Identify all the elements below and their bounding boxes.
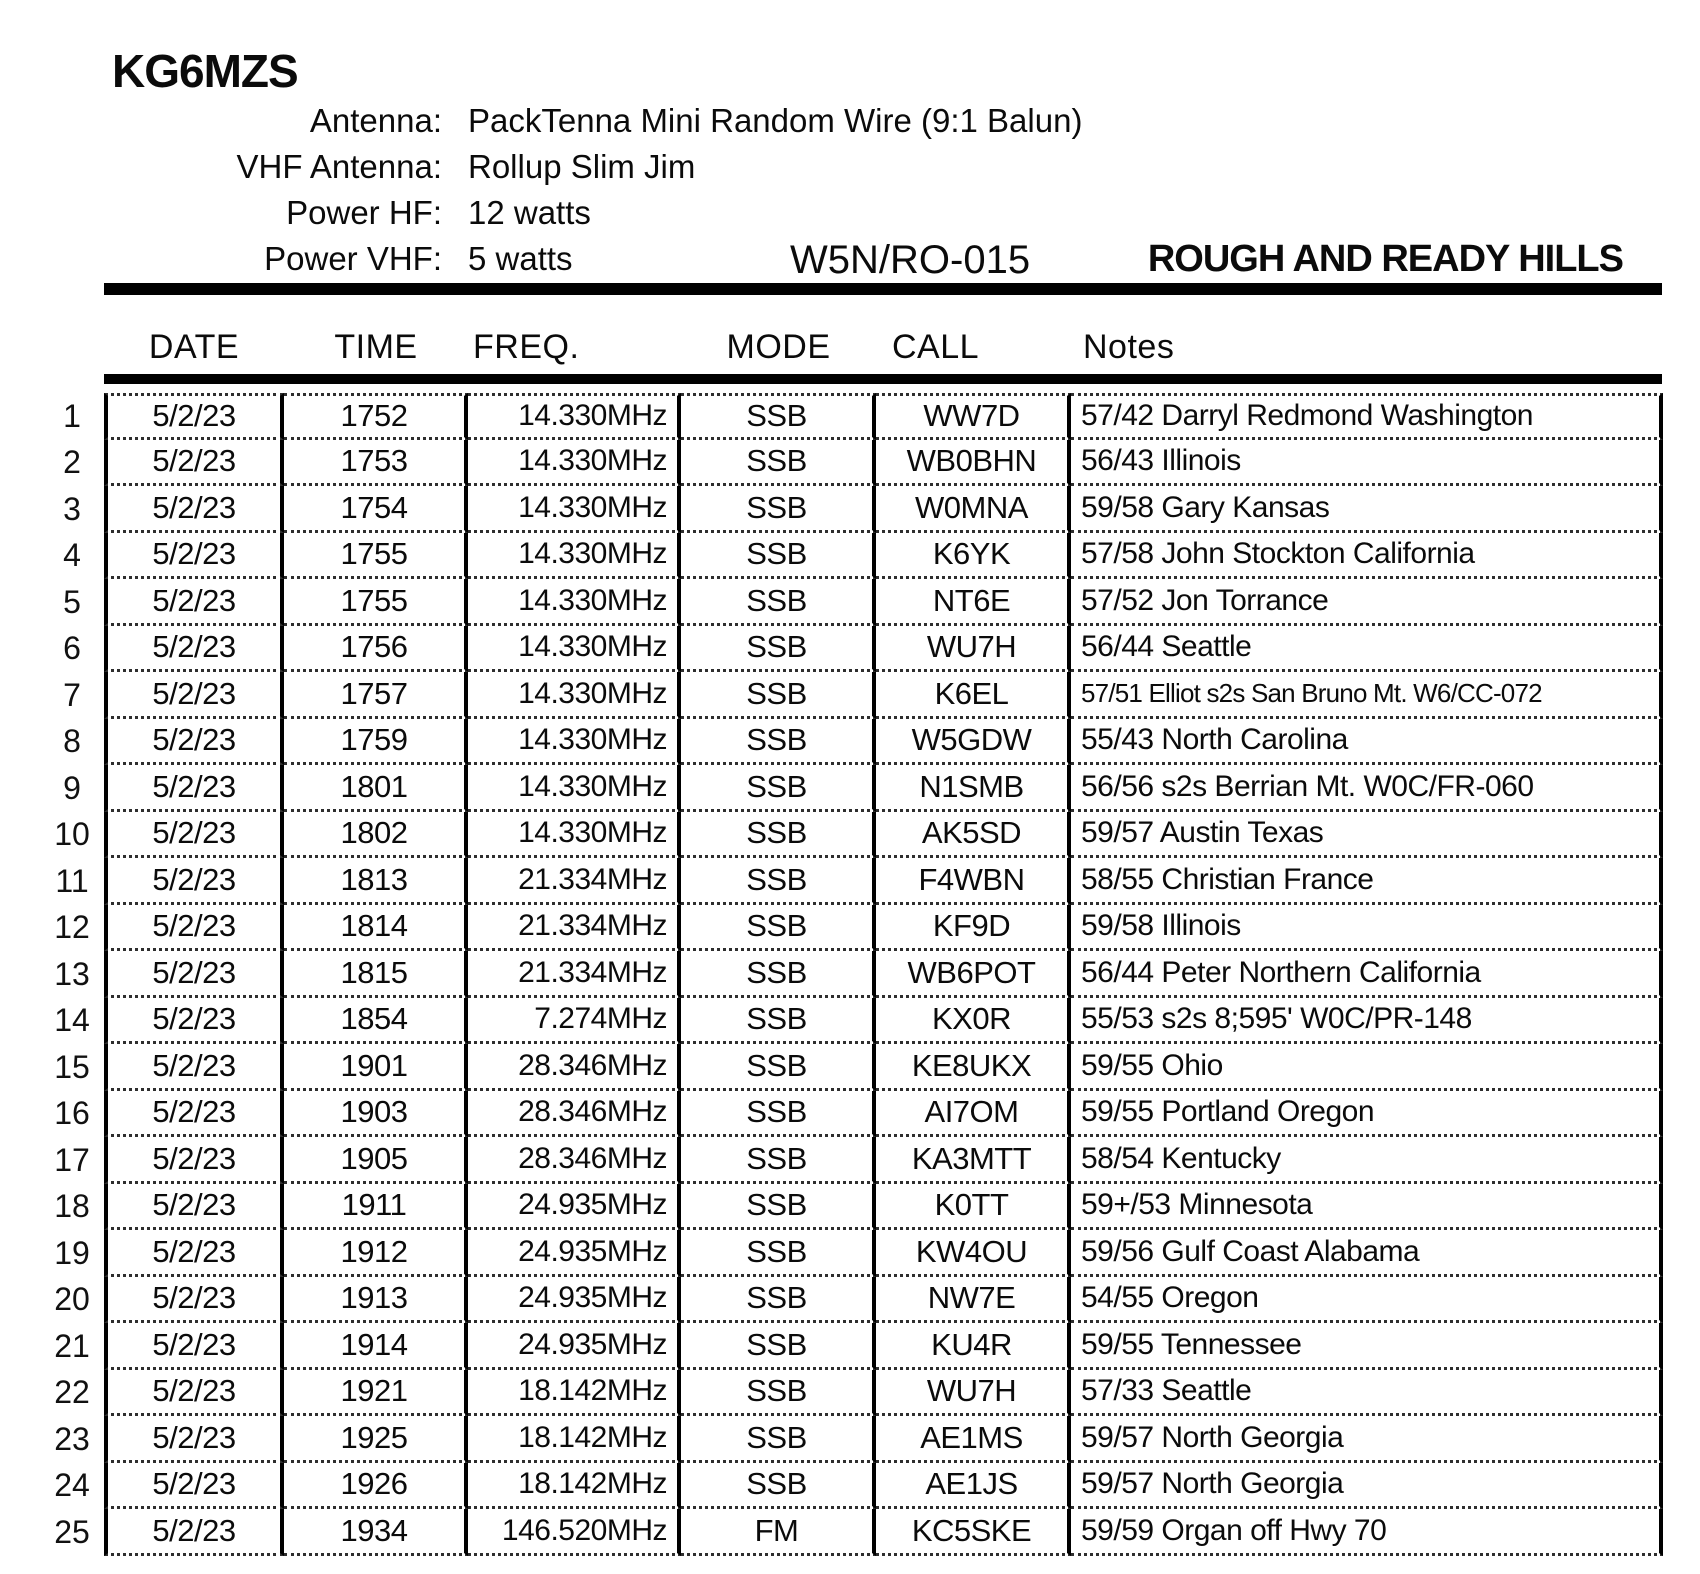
notes-cell: 59/56 Gulf Coast Alabama bbox=[1071, 1230, 1663, 1277]
column-header-date: DATE bbox=[148, 328, 240, 366]
mode-cell: SSB bbox=[681, 719, 876, 766]
header-divider-rule bbox=[104, 283, 1662, 295]
table-row bbox=[40, 951, 1663, 998]
mode-cell: SSB bbox=[681, 998, 876, 1045]
call-cell: KA3MTT bbox=[876, 1137, 1071, 1184]
column-header-row bbox=[104, 328, 1662, 367]
time-cell: 1911 bbox=[284, 1184, 468, 1231]
notes-cell: 59/57 North Georgia bbox=[1071, 1463, 1663, 1510]
notes-cell: 57/33 Seattle bbox=[1071, 1370, 1663, 1417]
vhf-antenna-value: Rollup Slim Jim bbox=[468, 148, 696, 185]
mode-cell: SSB bbox=[681, 1323, 876, 1370]
row-number: 4 bbox=[63, 537, 81, 574]
call-cell: W0MNA bbox=[876, 486, 1071, 533]
column-header-time: TIME bbox=[334, 328, 418, 366]
freq-cell: 18.142MHz bbox=[468, 1416, 681, 1463]
notes-cell: 56/44 Peter Northern California bbox=[1071, 951, 1663, 998]
freq-cell: 14.330MHz bbox=[468, 765, 681, 812]
power-hf-label: Power HF: bbox=[286, 194, 442, 231]
vhf-antenna-label: VHF Antenna: bbox=[236, 148, 442, 185]
table-row bbox=[40, 1277, 1663, 1324]
notes-cell: 57/42 Darryl Redmond Washington bbox=[1071, 393, 1663, 440]
table-row bbox=[40, 579, 1663, 626]
table-row bbox=[40, 1323, 1663, 1370]
date-cell: 5/2/23 bbox=[104, 1044, 284, 1091]
row-number: 15 bbox=[54, 1048, 90, 1085]
row-number: 2 bbox=[63, 444, 81, 481]
table-row bbox=[40, 626, 1663, 673]
date-cell: 5/2/23 bbox=[104, 1137, 284, 1184]
date-cell: 5/2/23 bbox=[104, 1277, 284, 1324]
freq-cell: 14.330MHz bbox=[468, 440, 681, 487]
freq-cell: 146.520MHz bbox=[468, 1509, 681, 1556]
table-row bbox=[40, 719, 1663, 766]
table-row bbox=[40, 393, 1663, 440]
row-number: 24 bbox=[54, 1467, 90, 1504]
call-cell: N1SMB bbox=[876, 765, 1071, 812]
table-row bbox=[40, 486, 1663, 533]
notes-cell: 59/59 Organ off Hwy 70 bbox=[1071, 1509, 1663, 1556]
mode-cell: SSB bbox=[681, 1044, 876, 1091]
notes-cell: 56/43 Illinois bbox=[1071, 440, 1663, 487]
date-cell: 5/2/23 bbox=[104, 579, 284, 626]
mode-cell: SSB bbox=[681, 1091, 876, 1138]
freq-cell: 24.935MHz bbox=[468, 1323, 681, 1370]
callsign: KG6MZS bbox=[112, 45, 298, 97]
table-top-rule bbox=[104, 374, 1662, 384]
row-number: 9 bbox=[63, 769, 81, 806]
time-cell: 1755 bbox=[284, 533, 468, 580]
mode-cell: FM bbox=[681, 1509, 876, 1556]
freq-cell: 14.330MHz bbox=[468, 486, 681, 533]
table-row bbox=[40, 765, 1663, 812]
row-number: 23 bbox=[54, 1420, 90, 1457]
call-cell: K6YK bbox=[876, 533, 1071, 580]
mode-cell: SSB bbox=[681, 579, 876, 626]
call-cell: K6EL bbox=[876, 672, 1071, 719]
mode-cell: SSB bbox=[681, 1137, 876, 1184]
call-cell: WB0BHN bbox=[876, 440, 1071, 487]
call-cell: KC5SKE bbox=[876, 1509, 1071, 1556]
row-number: 7 bbox=[63, 676, 81, 713]
table-row bbox=[40, 1509, 1663, 1556]
power-vhf-value: 5 watts bbox=[468, 240, 573, 277]
table-row bbox=[40, 533, 1663, 580]
row-number: 12 bbox=[54, 909, 90, 946]
row-number: 18 bbox=[54, 1188, 90, 1225]
column-header-freq: FREQ. bbox=[473, 328, 580, 366]
time-cell: 1755 bbox=[284, 579, 468, 626]
date-cell: 5/2/23 bbox=[104, 998, 284, 1045]
row-number: 6 bbox=[63, 630, 81, 667]
date-cell: 5/2/23 bbox=[104, 858, 284, 905]
column-header-call: CALL bbox=[892, 328, 980, 366]
call-cell: K0TT bbox=[876, 1184, 1071, 1231]
date-cell: 5/2/23 bbox=[104, 719, 284, 766]
time-cell: 1756 bbox=[284, 626, 468, 673]
call-cell: NW7E bbox=[876, 1277, 1071, 1324]
notes-cell: 55/43 North Carolina bbox=[1071, 719, 1663, 766]
date-cell: 5/2/23 bbox=[104, 533, 284, 580]
date-cell: 5/2/23 bbox=[104, 951, 284, 998]
time-cell: 1815 bbox=[284, 951, 468, 998]
notes-cell: 58/54 Kentucky bbox=[1071, 1137, 1663, 1184]
date-cell: 5/2/23 bbox=[104, 1230, 284, 1277]
notes-cell: 55/53 s2s 8;595' W0C/PR-148 bbox=[1071, 998, 1663, 1045]
freq-cell: 14.330MHz bbox=[468, 626, 681, 673]
row-number: 17 bbox=[54, 1141, 90, 1178]
date-cell: 5/2/23 bbox=[104, 1370, 284, 1417]
summit-reference: W5N/RO-015 bbox=[790, 238, 1031, 282]
antenna-label: Antenna: bbox=[309, 102, 442, 139]
time-cell: 1925 bbox=[284, 1416, 468, 1463]
row-number: 20 bbox=[54, 1281, 90, 1318]
notes-cell: 59/58 Illinois bbox=[1071, 905, 1663, 952]
date-cell: 5/2/23 bbox=[104, 440, 284, 487]
table-row bbox=[40, 1044, 1663, 1091]
mode-cell: SSB bbox=[681, 1370, 876, 1417]
table-row bbox=[40, 1137, 1663, 1184]
time-cell: 1912 bbox=[284, 1230, 468, 1277]
row-number: 11 bbox=[55, 862, 89, 899]
time-cell: 1854 bbox=[284, 998, 468, 1045]
time-cell: 1802 bbox=[284, 812, 468, 859]
column-header-mode: MODE bbox=[726, 328, 831, 366]
time-cell: 1759 bbox=[284, 719, 468, 766]
date-cell: 5/2/23 bbox=[104, 1463, 284, 1510]
call-cell: KW4OU bbox=[876, 1230, 1071, 1277]
notes-cell: 57/52 Jon Torrance bbox=[1071, 579, 1663, 626]
notes-cell: 54/55 Oregon bbox=[1071, 1277, 1663, 1324]
call-cell: KE8UKX bbox=[876, 1044, 1071, 1091]
freq-cell: 14.330MHz bbox=[468, 812, 681, 859]
row-number: 14 bbox=[54, 1002, 90, 1039]
time-cell: 1813 bbox=[284, 858, 468, 905]
time-cell: 1753 bbox=[284, 440, 468, 487]
notes-cell: 59+/53 Minnesota bbox=[1071, 1184, 1663, 1231]
notes-cell: 58/55 Christian France bbox=[1071, 858, 1663, 905]
time-cell: 1934 bbox=[284, 1509, 468, 1556]
time-cell: 1754 bbox=[284, 486, 468, 533]
time-cell: 1757 bbox=[284, 672, 468, 719]
row-number: 1 bbox=[63, 397, 81, 434]
freq-cell: 14.330MHz bbox=[468, 579, 681, 626]
call-cell: KU4R bbox=[876, 1323, 1071, 1370]
notes-cell: 56/56 s2s Berrian Mt. W0C/FR-060 bbox=[1071, 765, 1663, 812]
mode-cell: SSB bbox=[681, 765, 876, 812]
time-cell: 1801 bbox=[284, 765, 468, 812]
table-row bbox=[40, 1463, 1663, 1510]
table-row bbox=[40, 1091, 1663, 1138]
mode-cell: SSB bbox=[681, 1416, 876, 1463]
mode-cell: SSB bbox=[681, 486, 876, 533]
log-table bbox=[40, 393, 1663, 1556]
table-row bbox=[40, 1370, 1663, 1417]
date-cell: 5/2/23 bbox=[104, 1509, 284, 1556]
summit-name: ROUGH AND READY HILLS bbox=[1147, 238, 1623, 280]
date-cell: 5/2/23 bbox=[104, 765, 284, 812]
mode-cell: SSB bbox=[681, 1184, 876, 1231]
row-number: 3 bbox=[63, 490, 81, 527]
call-cell: F4WBN bbox=[876, 858, 1071, 905]
power-vhf-label: Power VHF: bbox=[264, 240, 442, 277]
table-row bbox=[40, 1230, 1663, 1277]
row-number: 13 bbox=[54, 955, 90, 992]
date-cell: 5/2/23 bbox=[104, 1091, 284, 1138]
date-cell: 5/2/23 bbox=[104, 1184, 284, 1231]
freq-cell: 28.346MHz bbox=[468, 1137, 681, 1184]
row-number: 19 bbox=[54, 1234, 90, 1271]
mode-cell: SSB bbox=[681, 393, 876, 440]
notes-cell: 57/51 Elliot s2s San Bruno Mt. W6/CC-072 bbox=[1071, 672, 1663, 719]
time-cell: 1921 bbox=[284, 1370, 468, 1417]
freq-cell: 24.935MHz bbox=[468, 1230, 681, 1277]
date-cell: 5/2/23 bbox=[104, 672, 284, 719]
freq-cell: 24.935MHz bbox=[468, 1184, 681, 1231]
mode-cell: SSB bbox=[681, 1277, 876, 1324]
time-cell: 1905 bbox=[284, 1137, 468, 1184]
notes-cell: 59/58 Gary Kansas bbox=[1071, 486, 1663, 533]
freq-cell: 18.142MHz bbox=[468, 1463, 681, 1510]
call-cell: AI7OM bbox=[876, 1091, 1071, 1138]
row-number: 8 bbox=[63, 723, 81, 760]
time-cell: 1913 bbox=[284, 1277, 468, 1324]
mode-cell: SSB bbox=[681, 626, 876, 673]
freq-cell: 14.330MHz bbox=[468, 719, 681, 766]
freq-cell: 14.330MHz bbox=[468, 672, 681, 719]
mode-cell: SSB bbox=[681, 1463, 876, 1510]
date-cell: 5/2/23 bbox=[104, 812, 284, 859]
table-row bbox=[40, 672, 1663, 719]
freq-cell: 21.334MHz bbox=[468, 951, 681, 998]
row-number: 21 bbox=[54, 1327, 90, 1364]
freq-cell: 28.346MHz bbox=[468, 1091, 681, 1138]
power-hf-value: 12 watts bbox=[468, 194, 591, 231]
call-cell: KX0R bbox=[876, 998, 1071, 1045]
notes-cell: 59/57 Austin Texas bbox=[1071, 812, 1663, 859]
notes-cell: 59/55 Portland Oregon bbox=[1071, 1091, 1663, 1138]
call-cell: KF9D bbox=[876, 905, 1071, 952]
date-cell: 5/2/23 bbox=[104, 1416, 284, 1463]
mode-cell: SSB bbox=[681, 858, 876, 905]
row-number: 10 bbox=[54, 816, 90, 853]
notes-cell: 57/58 John Stockton California bbox=[1071, 533, 1663, 580]
call-cell: W5GDW bbox=[876, 719, 1071, 766]
freq-cell: 28.346MHz bbox=[468, 1044, 681, 1091]
column-header-notes: Notes bbox=[1083, 328, 1175, 366]
row-number: 25 bbox=[54, 1513, 90, 1550]
row-number: 22 bbox=[54, 1374, 90, 1411]
mode-cell: SSB bbox=[681, 1230, 876, 1277]
time-cell: 1914 bbox=[284, 1323, 468, 1370]
call-cell: NT6E bbox=[876, 579, 1071, 626]
row-number: 16 bbox=[54, 1095, 90, 1132]
freq-cell: 14.330MHz bbox=[468, 393, 681, 440]
notes-cell: 59/57 North Georgia bbox=[1071, 1416, 1663, 1463]
date-cell: 5/2/23 bbox=[104, 1323, 284, 1370]
call-cell: AE1MS bbox=[876, 1416, 1071, 1463]
table-row bbox=[40, 1184, 1663, 1231]
freq-cell: 21.334MHz bbox=[468, 905, 681, 952]
table-row bbox=[40, 905, 1663, 952]
date-cell: 5/2/23 bbox=[104, 905, 284, 952]
row-number: 5 bbox=[63, 583, 81, 620]
mode-cell: SSB bbox=[681, 533, 876, 580]
date-cell: 5/2/23 bbox=[104, 393, 284, 440]
call-cell: WW7D bbox=[876, 393, 1071, 440]
call-cell: WB6POT bbox=[876, 951, 1071, 998]
time-cell: 1814 bbox=[284, 905, 468, 952]
freq-cell: 21.334MHz bbox=[468, 858, 681, 905]
freq-cell: 7.274MHz bbox=[468, 998, 681, 1045]
date-cell: 5/2/23 bbox=[104, 626, 284, 673]
freq-cell: 18.142MHz bbox=[468, 1370, 681, 1417]
table-row bbox=[40, 1416, 1663, 1463]
table-row bbox=[40, 812, 1663, 859]
mode-cell: SSB bbox=[681, 951, 876, 998]
time-cell: 1901 bbox=[284, 1044, 468, 1091]
time-cell: 1903 bbox=[284, 1091, 468, 1138]
mode-cell: SSB bbox=[681, 672, 876, 719]
notes-cell: 59/55 Tennessee bbox=[1071, 1323, 1663, 1370]
date-cell: 5/2/23 bbox=[104, 486, 284, 533]
mode-cell: SSB bbox=[681, 812, 876, 859]
table-row bbox=[40, 858, 1663, 905]
mode-cell: SSB bbox=[681, 440, 876, 487]
time-cell: 1752 bbox=[284, 393, 468, 440]
call-cell: AK5SD bbox=[876, 812, 1071, 859]
table-row bbox=[40, 440, 1663, 487]
freq-cell: 24.935MHz bbox=[468, 1277, 681, 1324]
time-cell: 1926 bbox=[284, 1463, 468, 1510]
freq-cell: 14.330MHz bbox=[468, 533, 681, 580]
call-cell: AE1JS bbox=[876, 1463, 1071, 1510]
call-cell: WU7H bbox=[876, 626, 1071, 673]
call-cell: WU7H bbox=[876, 1370, 1071, 1417]
table-row bbox=[40, 998, 1663, 1045]
mode-cell: SSB bbox=[681, 905, 876, 952]
notes-cell: 56/44 Seattle bbox=[1071, 626, 1663, 673]
notes-cell: 59/55 Ohio bbox=[1071, 1044, 1663, 1091]
antenna-value: PackTenna Mini Random Wire (9:1 Balun) bbox=[468, 102, 1083, 139]
